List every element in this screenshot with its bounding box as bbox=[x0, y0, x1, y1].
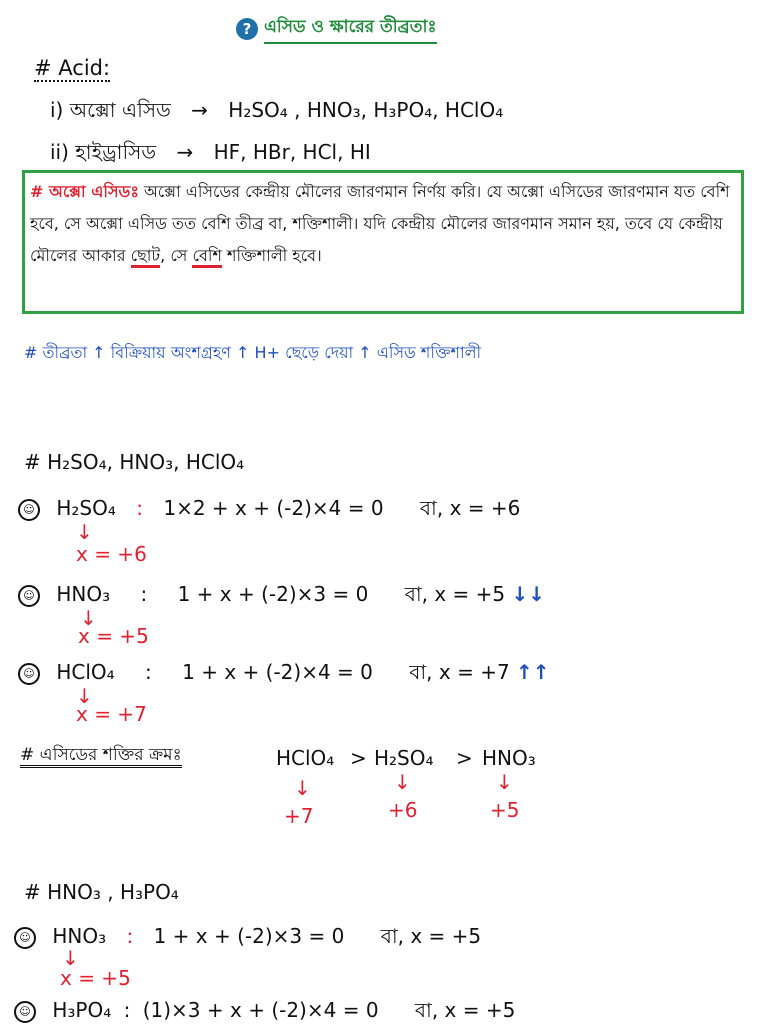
oxo-acid-definition-text: # অক্সো এসিডঃ অক্সো এসিডের কেন্দ্রীয় মৌলের জারণমান নির্ণয় করি। যে অক্সো এসিডের জারণমান যত বেশি হবে, সে অক্সো এসিড তত বেশি তীব্র বা, শক্তিশালী। যদি কেন্দ্রীয় মৌলের জারণমান সমান হয়, তবে যে কেন্দ্রীয় মৌলের আকার ছোট, সে বেশি শক্তিশালী হবে। bbox=[30, 176, 736, 272]
section2-heading: # HNO₃ , H₃PO₄ bbox=[24, 880, 179, 904]
calc-h2so4: ☺ H₂SO₄ : 1×2 + x + (-2)×4 = 0 বা, x = +6 bbox=[18, 494, 520, 527]
acid-heading: # Acid: bbox=[34, 56, 111, 80]
calc-hno3: ☺ HNO₃ : 1 + x + (-2)×3 = 0 বা, x = +5 ↓↓ bbox=[18, 580, 545, 613]
bullet-icon: ☺ bbox=[14, 927, 36, 949]
order-value-1: +7 bbox=[284, 804, 314, 828]
strength-relation: # তীব্রতা ↑ বিক্রিয়ায় অংশগ্রহণ ↑ H+ ছেড়ে দেয়া ↑ এসিড শক্তিশালী bbox=[24, 343, 482, 362]
acid-type-oxo: i) অক্সো এসিড → H₂SO₄ , HNO₃, H₃PO₄, HClO₄ bbox=[50, 98, 504, 122]
order-value-2: +6 bbox=[388, 798, 418, 822]
down-arrow-icon: ↓ bbox=[394, 770, 411, 794]
acid-type-hydracid: ii) হাইড্রাসিড → HF, HBr, HCl, HI bbox=[50, 140, 371, 164]
section1-heading: # H₂SO₄, HNO₃, HClO₄ bbox=[24, 450, 245, 474]
bullet-icon: ☺ bbox=[18, 585, 40, 607]
down-arrow-icon: ↓ bbox=[62, 946, 79, 970]
down-arrow-icon: ↓ bbox=[76, 684, 93, 708]
increase-arrows-icon: ↑↑ bbox=[516, 660, 550, 684]
calc2-hno3: ☺ HNO₃ : 1 + x + (-2)×3 = 0 বা, x = +5 bbox=[14, 922, 481, 955]
calc-hno3-result: x = +5 bbox=[78, 624, 149, 648]
down-arrow-icon: ↓ bbox=[294, 776, 311, 800]
bullet-icon: ☺ bbox=[14, 1001, 36, 1023]
oxo-acid-label: # অক্সো এসিডঃ bbox=[30, 182, 139, 201]
down-arrow-icon: ↓ bbox=[76, 520, 93, 544]
order-sep-1: > bbox=[350, 746, 367, 770]
calc-h2so4-result: x = +6 bbox=[76, 542, 147, 566]
acid-strength-order-label: # এসিডের শক্তির ক্রমঃ bbox=[20, 742, 182, 770]
bullet-icon: ☺ bbox=[18, 663, 40, 685]
bullet-icon: ☺ bbox=[18, 499, 40, 521]
order-sep-2: > bbox=[456, 746, 473, 770]
title-row bbox=[236, 14, 437, 44]
order-item-2: H₂SO₄ bbox=[374, 746, 434, 770]
order-value-3: +5 bbox=[490, 798, 520, 822]
down-arrow-icon: ↓ bbox=[496, 770, 513, 794]
calc-hclo4-result: x = +7 bbox=[76, 702, 147, 726]
page-title: এসিড ও ক্ষারের তীব্রতাঃ bbox=[264, 14, 437, 44]
more-highlight: বেশি bbox=[192, 246, 221, 268]
question-icon: ? bbox=[236, 18, 258, 40]
calc-hclo4: ☺ HClO₄ : 1 + x + (-2)×4 = 0 বা, x = +7 ↑↑ bbox=[18, 658, 550, 691]
small-highlight: ছোট bbox=[131, 246, 161, 268]
calc2-h3po4: ☺ H₃PO₄ : (1)×3 + x + (-2)×4 = 0 বা, x = +5 bbox=[14, 996, 515, 1029]
order-item-3: HNO₃ bbox=[482, 746, 536, 770]
down-arrow-icon: ↓ bbox=[80, 606, 97, 630]
calc2-hno3-result: x = +5 bbox=[60, 966, 131, 990]
order-item-1: HClO₄ bbox=[276, 746, 335, 770]
decrease-arrows-icon: ↓↓ bbox=[511, 582, 545, 606]
